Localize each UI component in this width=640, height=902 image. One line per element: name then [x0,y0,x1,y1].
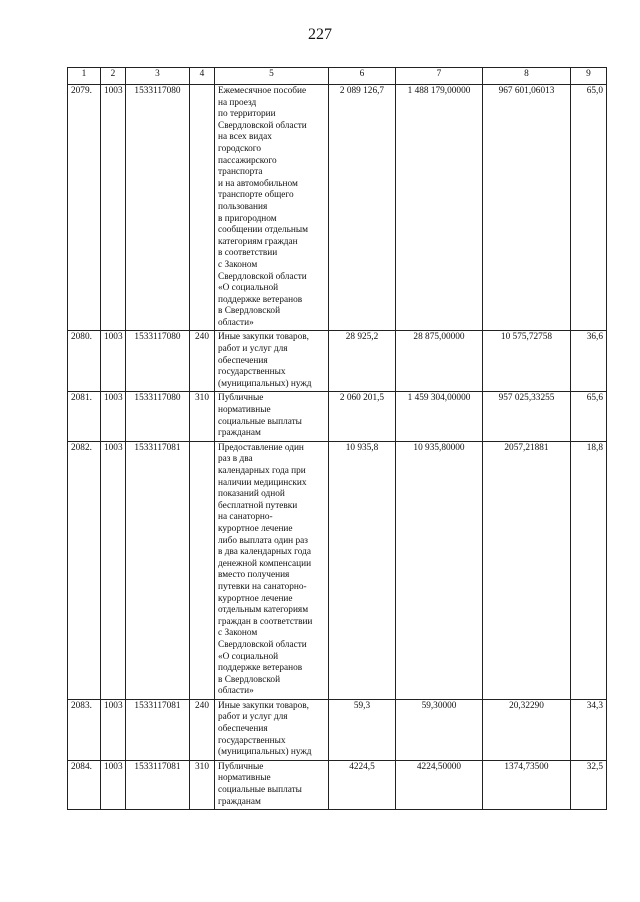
header-col-4: 4 [190,68,215,85]
table-row [68,331,607,392]
target-article-code: 1533117081 [126,760,190,809]
table-body [68,85,607,810]
header-col-8: 8 [483,68,571,85]
amount-col-8: 10 575,72758 [483,331,571,392]
header-col-5: 5 [215,68,329,85]
percent-col-9: 36,6 [571,331,607,392]
header-col-9: 9 [571,68,607,85]
amount-col-6: 2 060 201,5 [329,392,396,441]
expense-type-code: 240 [190,699,215,760]
table-row [68,392,607,441]
percent-col-9: 18,8 [571,441,607,699]
item-description: Ежемесячное пособие на проезд по территории Свердловской области на всех видах городского пассажирского транспорта и на автомобильном транспорте общего пользования в пригородном сообщении отдельным категориям граждан в соответствии с Законом Свердловской области «О социальной поддержке ветеранов в Свердловской области» [215,85,329,331]
amount-col-6: 59,3 [329,699,396,760]
target-article-code: 1533117080 [126,331,190,392]
page-number: 227 [308,26,332,43]
amount-col-7: 28 875,00000 [396,331,483,392]
row-number: 2080. [68,331,101,392]
item-description: Публичные нормативные социальные выплаты гражданам [215,392,329,441]
percent-col-9: 65,6 [571,392,607,441]
section-code: 1003 [101,331,126,392]
target-article-code: 1533117080 [126,85,190,331]
table-header [68,68,607,85]
expense-type-code: 310 [190,760,215,809]
item-description: Предоставление один раз в два календарных года при наличии медицинских показаний одной бесплатной путевки на санаторно- курортное лечение либо выплата один раз в два календарных года денежной компенсации вместо получения путевки на санаторно- курортное лечение отдельным категориям граждан в соответствии с Законом Свердловской области «О социальной поддержке ветеранов в Свердловской области» [215,441,329,699]
amount-col-7: 1 459 304,00000 [396,392,483,441]
row-number: 2081. [68,392,101,441]
amount-col-8: 20,32290 [483,699,571,760]
row-number: 2084. [68,760,101,809]
section-code: 1003 [101,392,126,441]
amount-col-7: 59,30000 [396,699,483,760]
header-col-1: 1 [68,68,101,85]
target-article-code: 1533117081 [126,699,190,760]
amount-col-8: 2057,21881 [483,441,571,699]
amount-col-7: 1 488 179,00000 [396,85,483,331]
header-col-2: 2 [101,68,126,85]
amount-col-6: 4224,5 [329,760,396,809]
percent-col-9: 34,3 [571,699,607,760]
table-row [68,699,607,760]
table-row [68,441,607,699]
amount-col-7: 10 935,80000 [396,441,483,699]
header-row [68,68,607,85]
header-col-3: 3 [126,68,190,85]
budget-table [67,67,607,810]
expense-type-code [190,441,215,699]
amount-col-6: 2 089 126,7 [329,85,396,331]
item-description: Публичные нормативные социальные выплаты гражданам [215,760,329,809]
row-number: 2082. [68,441,101,699]
target-article-code: 1533117080 [126,392,190,441]
header-col-7: 7 [396,68,483,85]
expense-type-code [190,85,215,331]
item-description: Иные закупки товаров, работ и услуг для обеспечения государственных (муниципальных) нужд [215,331,329,392]
percent-col-9: 32,5 [571,760,607,809]
row-number: 2079. [68,85,101,331]
section-code: 1003 [101,85,126,331]
amount-col-6: 10 935,8 [329,441,396,699]
table-row [68,760,607,809]
amount-col-8: 1374,73500 [483,760,571,809]
table-row [68,85,607,331]
header-col-6: 6 [329,68,396,85]
percent-col-9: 65,0 [571,85,607,331]
target-article-code: 1533117081 [126,441,190,699]
row-number: 2083. [68,699,101,760]
section-code: 1003 [101,441,126,699]
expense-type-code: 310 [190,392,215,441]
amount-col-7: 4224,50000 [396,760,483,809]
amount-col-8: 957 025,33255 [483,392,571,441]
item-description: Иные закупки товаров, работ и услуг для обеспечения государственных (муниципальных) нужд [215,699,329,760]
amount-col-8: 967 601,06013 [483,85,571,331]
amount-col-6: 28 925,2 [329,331,396,392]
section-code: 1003 [101,760,126,809]
expense-type-code: 240 [190,331,215,392]
section-code: 1003 [101,699,126,760]
